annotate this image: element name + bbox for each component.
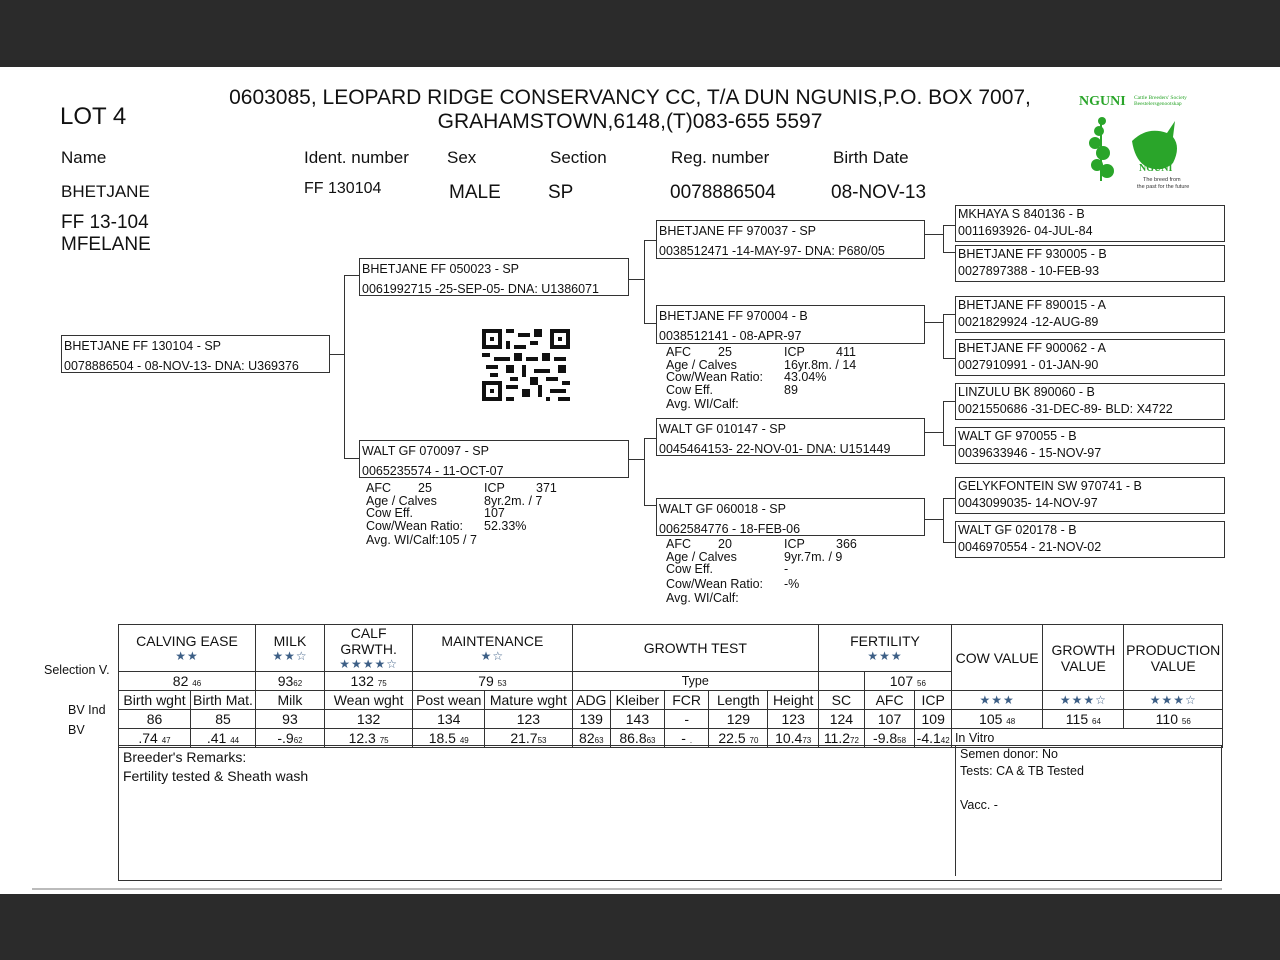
star-rating-icon: ★★★ <box>867 649 903 663</box>
ds-line-1: WALT GF 010147 - SP <box>659 422 786 436</box>
stat-label: Cow/Wean Ratio: <box>366 518 464 533</box>
trait-name: Birth Mat. <box>191 691 256 710</box>
bv-value: - <box>681 730 686 746</box>
stat-label: Cow/Wean Ratio: <box>666 576 764 591</box>
bv-ind-value: 124 <box>819 710 865 729</box>
sire-dam-stats <box>666 346 856 411</box>
pedigree-gen4-8 <box>955 521 1225 558</box>
group-label: MILK <box>273 633 307 649</box>
pedigree-gen4-5 <box>955 383 1225 420</box>
header-ident: Ident. number <box>304 148 409 167</box>
stat-value: 366 <box>836 537 857 551</box>
row-label-bv-ind: BV Ind <box>68 703 106 717</box>
dam-line-1: WALT GF 070097 - SP <box>362 444 489 458</box>
value: 110 <box>1155 711 1178 727</box>
pedigree-self <box>61 335 330 373</box>
pedigree-gen4-6 <box>955 427 1225 464</box>
animal-alias: MFELANE <box>61 234 151 255</box>
header-name: Name <box>61 148 107 167</box>
bv-ind-value: 123 <box>485 710 572 729</box>
animal-ident: FF 130104 <box>304 180 382 197</box>
sel-accuracy: 56 <box>917 679 926 688</box>
stat-label: ICP <box>784 345 805 359</box>
sel-calving <box>119 672 256 691</box>
sel-accuracy: 46 <box>192 679 202 688</box>
bv-ind-value: 86 <box>119 710 191 729</box>
g4-line-1: WALT GF 020178 - B <box>958 523 1077 537</box>
group-calf-growth <box>324 625 412 672</box>
g4-line-1: LINZULU BK 890060 - B <box>958 385 1095 399</box>
group-milk <box>255 625 324 672</box>
logo-society: Cattle Breeders' Society <box>1134 95 1187 101</box>
bv-ind-value: 107 <box>864 710 915 729</box>
trait-name: Kleiber <box>611 691 665 710</box>
g4-line-1: MKHAYA S 840136 - B <box>958 207 1085 221</box>
owner-line-2: GRAHAMSTOWN,6148,(T)083-655 5597 <box>437 110 823 133</box>
production-value <box>1124 710 1223 729</box>
bv-accuracy: 53 <box>537 736 547 745</box>
animal-tag: FF 13-104 <box>61 212 149 233</box>
animal-name: BHETJANE <box>61 182 150 201</box>
stat-label: AFC <box>366 481 391 495</box>
g4-line-2: 0039633946 - 15-NOV-97 <box>958 446 1102 460</box>
bv-ind-value: 132 <box>324 710 412 729</box>
stat-value: 9yr.7m. / 9 <box>784 549 843 564</box>
sel-calf <box>324 672 412 691</box>
star-rating-icon: ★★★★☆ <box>339 657 398 671</box>
sel-value: 107 <box>889 673 914 689</box>
pedigree-sire-dam <box>656 305 925 344</box>
vaccination: Vacc. - <box>960 798 998 812</box>
bv-value: 10.4 <box>775 730 803 746</box>
animal-section: SP <box>548 182 574 203</box>
sd-line-2: 0038512141 - 08-APR-97 <box>659 329 802 343</box>
stat-value: 89 <box>784 382 798 397</box>
self-line-1: BHETJANE FF 130104 - SP <box>64 339 222 353</box>
bv-value: -9.8 <box>873 730 898 746</box>
bv-ind-value: - <box>664 710 709 729</box>
bv-accuracy: 47 <box>161 736 171 745</box>
group-label: MAINTENANCE <box>441 633 544 649</box>
sel-accuracy: 62 <box>293 679 303 688</box>
stat-value: 52.33% <box>484 518 527 533</box>
tests: Tests: CA & TB Tested <box>960 764 1084 778</box>
stat-label: Cow Eff. <box>366 506 414 520</box>
sel-milk <box>255 672 324 691</box>
stat-value: 371 <box>536 481 557 495</box>
value: 115 <box>1065 711 1089 727</box>
pedigree-sire-sire <box>656 220 925 259</box>
logo-tagline-2: the past for the future <box>1137 184 1190 190</box>
stat-value: 411 <box>836 345 856 359</box>
bv-value: 82 <box>579 730 595 746</box>
logo-society-af: Beestelersgenootskap <box>1134 101 1182 107</box>
ss-line-1: BHETJANE FF 970037 - SP <box>659 224 817 238</box>
bv-accuracy: 62 <box>293 736 303 745</box>
bv-accuracy: 63 <box>594 736 604 745</box>
pedigree-dam-dam <box>656 498 925 536</box>
bv-value: -4.1 <box>916 730 941 746</box>
growth-value <box>1043 710 1124 729</box>
ss-line-2: 0038512471 -14-MAY-97- DNA: P680/05 <box>659 244 885 258</box>
growth-type: Type <box>572 672 819 691</box>
g4-line-1: BHETJANE FF 900062 - A <box>958 341 1106 355</box>
bv-value: 11.2 <box>823 730 851 746</box>
stat-label: Avg. WI/Calf: <box>666 591 739 605</box>
trait-names-row <box>119 691 1223 710</box>
header-sex: Sex <box>447 148 477 167</box>
pedigree-dam-sire <box>656 418 925 456</box>
stat-label: AFC <box>666 345 691 359</box>
bv-ind-value: 93 <box>255 710 324 729</box>
stat-label: Cow Eff. <box>666 562 714 576</box>
logo-brand-2: NGUNI <box>1139 163 1173 174</box>
bv-value: .74 <box>138 730 158 746</box>
group-label: FERTILITY <box>850 633 920 649</box>
g4-line-2: 0011693926- 04-JUL-84 <box>958 224 1093 238</box>
pedigree-certificate <box>0 67 1280 894</box>
group-growth-test: GROWTH TEST <box>572 625 819 672</box>
g4-line-2: 0043099035- 14-NOV-97 <box>958 496 1098 510</box>
bv-ind-value: 109 <box>915 710 952 729</box>
group-calving-ease <box>119 625 256 672</box>
remarks-side <box>955 746 1084 876</box>
pedigree-gen4-3 <box>955 296 1225 333</box>
animal-birth: 08-NOV-13 <box>831 182 927 203</box>
group-label: CALVING EASE <box>136 633 238 649</box>
bv-value: -.9 <box>277 730 294 746</box>
owner-info <box>190 86 1070 134</box>
dam-line-2: 0065235574 - 11-OCT-07 <box>362 464 504 478</box>
bv-ind-value: 85 <box>191 710 256 729</box>
in-vitro: In Vitro <box>951 729 1222 748</box>
stat-label: Avg. WI/Calf:105 / 7 <box>366 533 477 547</box>
g4-line-2: 0021829924 -12-AUG-89 <box>958 315 1099 329</box>
plant-icon <box>1089 117 1114 181</box>
row-label-bv: BV <box>68 723 85 737</box>
star-rating-icon: ★☆ <box>480 649 505 663</box>
bv-ind-value: 143 <box>611 710 665 729</box>
trait-name: FCR <box>664 691 709 710</box>
sel-fert <box>864 672 951 691</box>
stat-label: Cow Eff. <box>666 382 714 397</box>
trait-name: ICP <box>915 691 952 710</box>
bv-accuracy: 42 <box>940 736 950 745</box>
dam-stats <box>366 482 557 547</box>
row-label-selection: Selection V. <box>44 663 110 677</box>
bv-accuracy: 44 <box>230 736 240 745</box>
bv-ind-value: 134 <box>413 710 485 729</box>
bv-ind-value: 129 <box>709 710 768 729</box>
group-label: CALF GRWTH. <box>340 625 397 657</box>
footer-divider <box>32 888 1222 890</box>
pedigree-dam <box>359 440 629 478</box>
group-maintenance <box>413 625 572 672</box>
bv-accuracy: 58 <box>897 736 907 745</box>
bull-head-icon <box>1132 121 1177 169</box>
g4-line-1: BHETJANE FF 930005 - B <box>958 247 1107 261</box>
stat-value: -% <box>784 576 800 591</box>
owner-line-1: 0603085, LEOPARD RIDGE CONSERVANCY CC, T/A DUN NGUNIS,P.O. BOX 7007, <box>229 86 1031 109</box>
accuracy: 56 <box>1181 717 1191 726</box>
animal-reg: 0078886504 <box>670 182 776 203</box>
value: 105 <box>979 711 1003 727</box>
stat-value: 43.04% <box>784 370 827 384</box>
trait-name: Birth wght <box>119 691 191 710</box>
remarks-title: Breeder's Remarks: <box>123 749 247 765</box>
pedigree-gen4-4 <box>955 339 1225 376</box>
dd-line-2: 0062584776 - 18-FEB-06 <box>659 522 801 536</box>
bv-value: 18.5 <box>428 730 456 746</box>
stat-label: Avg. WI/Calf: <box>666 397 739 411</box>
sel-accuracy: 53 <box>497 679 507 688</box>
cow-value-stars-icon: ★★★ <box>951 691 1042 710</box>
semen-donor: Semen donor: No <box>960 747 1058 761</box>
star-rating-icon: ★★ <box>175 649 199 663</box>
g4-line-2: 0021550686 -31-DEC-89- BLD: X4722 <box>958 402 1173 416</box>
group-fertility <box>819 625 952 672</box>
bv-ind-value: 123 <box>768 710 819 729</box>
stat-value: 25 <box>418 481 432 495</box>
stat-label: ICP <box>784 537 805 551</box>
bv-ind-row <box>119 710 1223 729</box>
animal-sex: MALE <box>449 182 501 203</box>
trait-name: AFC <box>864 691 915 710</box>
g4-line-2: 0027910991 - 01-JAN-90 <box>958 358 1099 372</box>
sel-value: 93 <box>277 673 294 689</box>
trait-name: Milk <box>255 691 324 710</box>
dd-line-1: WALT GF 060018 - SP <box>659 502 786 516</box>
sd-line-1: BHETJANE FF 970004 - B <box>659 309 808 323</box>
bv-value: 12.3 <box>348 730 376 746</box>
trait-name: SC <box>819 691 865 710</box>
stat-value: 25 <box>718 345 732 359</box>
bv-value: .41 <box>206 730 227 746</box>
bv-accuracy: 49 <box>459 736 469 745</box>
dam-dam-stats <box>666 538 857 605</box>
sire-line-2: 0061992715 -25-SEP-05- DNA: U1386071 <box>362 282 599 296</box>
stat-value: 107 <box>484 506 505 520</box>
sel-maint <box>413 672 572 691</box>
g4-line-1: BHETJANE FF 890015 - A <box>958 298 1106 312</box>
accuracy: 48 <box>1006 717 1016 726</box>
ds-line-2: 0045464153- 22-NOV-01- DNA: U151449 <box>659 442 891 456</box>
trait-name: Height <box>768 691 819 710</box>
stat-label: AFC <box>666 537 691 551</box>
bv-accuracy: . <box>689 736 693 745</box>
pedigree-sire <box>359 258 629 296</box>
cow-value <box>951 710 1042 729</box>
lot-number: LOT 4 <box>60 103 127 130</box>
bv-accuracy: 72 <box>850 736 859 745</box>
bv-accuracy: 73 <box>802 736 812 745</box>
header-section: Section <box>550 148 607 167</box>
bv-value: 21.7 <box>510 730 538 746</box>
sel-value: 82 <box>172 673 189 689</box>
qr-code-icon <box>482 328 570 402</box>
self-line-2: 0078886504 - 08-NOV-13- DNA: U369376 <box>64 359 299 373</box>
bv-value: 22.5 <box>718 730 746 746</box>
pedigree-gen4-1 <box>955 205 1225 242</box>
header-birth: Birth Date <box>833 148 909 167</box>
stat-label: ICP <box>484 481 505 495</box>
growth-value-stars-icon: ★★★☆ <box>1043 691 1124 710</box>
header-reg: Reg. number <box>671 148 770 167</box>
star-rating-icon: ★★☆ <box>272 649 308 663</box>
stat-label: Age / Calves <box>366 493 437 508</box>
pedigree-gen4-2 <box>955 245 1225 282</box>
nguni-logo <box>1077 91 1217 195</box>
stat-value: 16yr.8m. / 14 <box>784 357 857 372</box>
bv-accuracy: 63 <box>646 736 656 745</box>
cow-value-header: COW VALUE <box>951 625 1042 691</box>
stat-value: 20 <box>718 537 732 551</box>
remarks-text: Fertility tested & Sheath wash <box>123 768 309 784</box>
stat-value: 8yr.2m. / 7 <box>484 493 543 508</box>
sel-accuracy: 75 <box>377 679 387 688</box>
breeding-values-table <box>118 624 1223 748</box>
g4-line-1: WALT GF 970055 - B <box>958 429 1077 443</box>
remarks-box <box>118 745 1222 881</box>
logo-tagline-1: The breed from <box>1143 177 1181 183</box>
g4-line-2: 0027897388 - 10-FEB-93 <box>958 264 1100 278</box>
bv-accuracy: 75 <box>379 736 389 745</box>
production-value-header: PRODUCTION VALUE <box>1124 625 1223 691</box>
trait-name: Length <box>709 691 768 710</box>
stat-label: Age / Calves <box>666 357 737 372</box>
logo-brand: NGUNI <box>1079 94 1126 109</box>
pedigree-gen4-7 <box>955 477 1225 514</box>
g4-line-2: 0046970554 - 21-NOV-02 <box>958 540 1102 554</box>
sel-fert-blank <box>819 672 865 691</box>
production-value-stars-icon: ★★★☆ <box>1124 691 1223 710</box>
bv-ind-value: 139 <box>572 710 611 729</box>
g4-line-1: GELYKFONTEIN SW 970741 - B <box>958 479 1142 493</box>
sel-value: 79 <box>478 673 494 689</box>
growth-value-header: GROWTH VALUE <box>1043 625 1124 691</box>
sel-value: 132 <box>350 673 374 689</box>
stat-label: Age / Calves <box>666 549 737 564</box>
trait-name: Post wean <box>413 691 485 710</box>
trait-name: Wean wght <box>324 691 412 710</box>
bv-value: 86.8 <box>619 730 647 746</box>
trait-name: ADG <box>572 691 611 710</box>
accuracy: 64 <box>1092 717 1101 726</box>
bv-accuracy: 70 <box>749 736 759 745</box>
trait-name: Mature wght <box>485 691 572 710</box>
stat-label: Cow/Wean Ratio: <box>666 370 764 384</box>
sire-line-1: BHETJANE FF 050023 - SP <box>362 262 520 276</box>
stat-value: - <box>784 562 789 576</box>
